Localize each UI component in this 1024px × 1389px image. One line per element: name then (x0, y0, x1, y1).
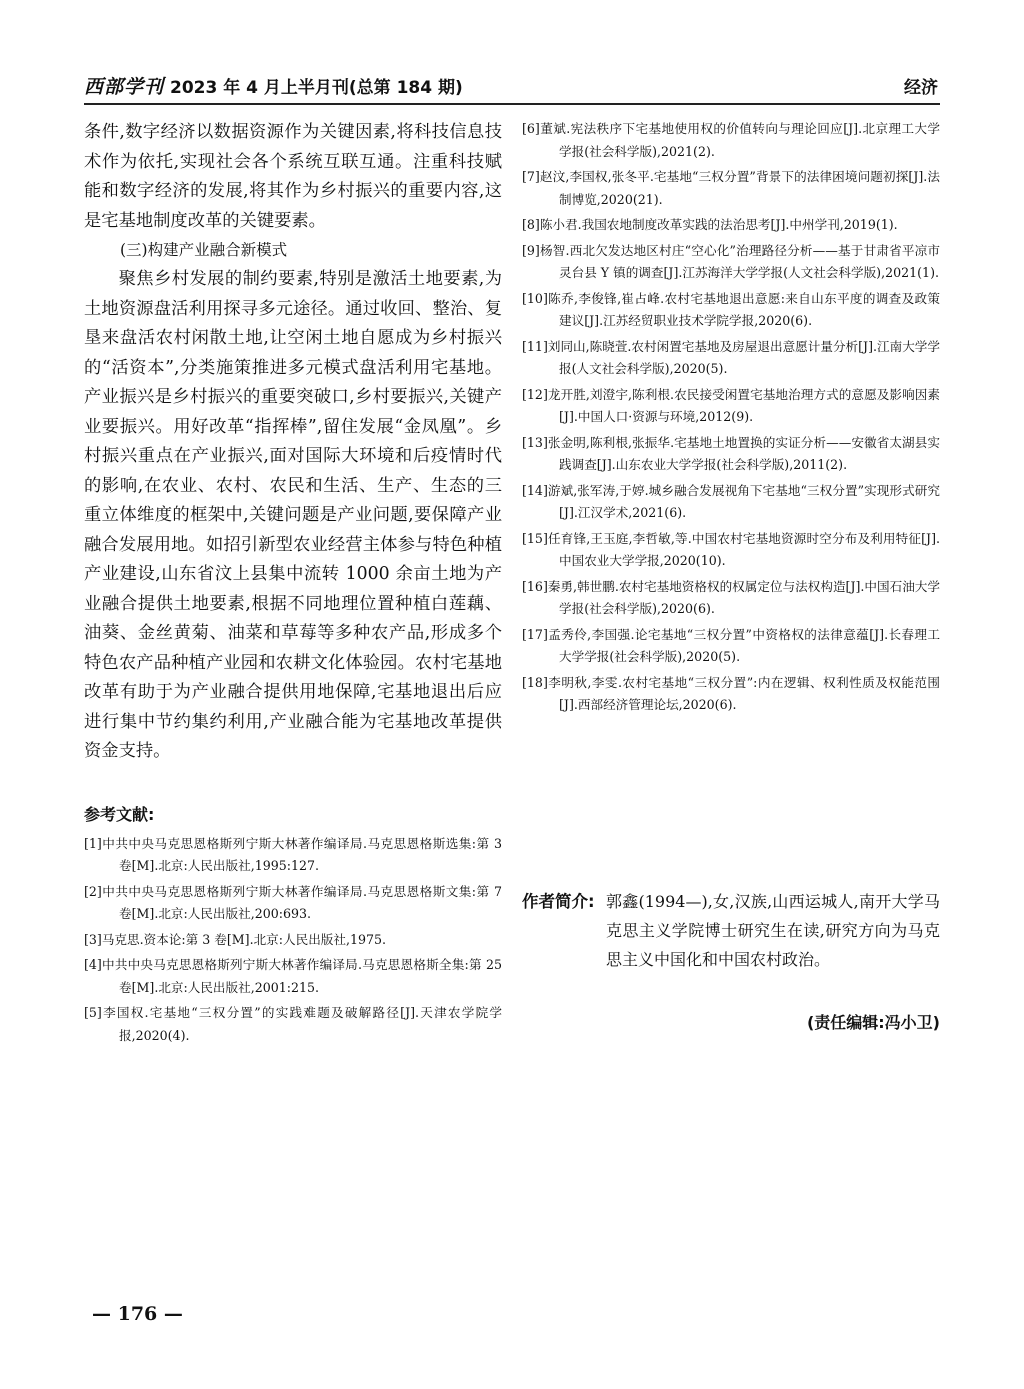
section-name: 经济 (904, 78, 938, 98)
author-bio-label: 作者简介: (522, 892, 595, 911)
page-number: — 176 — (92, 1303, 183, 1325)
responsible-editor: (责任编辑:冯小卫) (806, 1013, 940, 1032)
reference-item: [10]陈乔,李俊锋,崔占峰.农村宅基地退出意愿:来自山东平度的调查及政策建议[J].江苏经贸职业技术学院学报,2020(6). (522, 290, 940, 328)
reference-item: [15]任育锋,王玉庭,李哲敏,等.中国农村宅基地资源时空分布及利用特征[J].中国农业大学学报,2020(10). (522, 530, 940, 568)
reference-item: [17]孟秀伶,李国强.论宅基地“三权分置”中资格权的法律意蕴[J].长春理工大学学报(社会科学版),2020(5). (522, 626, 940, 664)
reference-item: [13]张金明,陈利根,张振华.宅基地土地置换的实证分析——安徽省太湖县实践调查[J].山东农业大学学报(社会科学版),2011(2). (522, 434, 940, 472)
references-list-right (522, 118, 940, 720)
left-column (84, 118, 502, 1050)
reference-item: [12]龙开胜,刘澄宇,陈利根.农民接受闲置宅基地治理方式的意愿及影响因素[J].中国人口·资源与环境,2012(9). (522, 386, 940, 424)
section-subheading: (三)构建产业融合新模式 (120, 241, 288, 259)
journal-logo: 西部学刊 (84, 76, 165, 98)
reference-item: [7]赵汶,李国权,张冬平.宅基地“三权分置”背景下的法律困境问题初探[J].法制博览,2020(21). (522, 169, 940, 207)
author-bio-text: 郭鑫(1994—),女,汉族,山西运城人,南开大学马克思主义学院博士研究生在读,研究方向为马克思主义中国化和中国农村政治。 (606, 892, 940, 969)
references-list-left (84, 833, 502, 1048)
reference-item: [18]李明秋,李雯.农村宅基地“三权分置”:内在逻辑、权利性质及权能范围[J].西部经济管理论坛,2020(6). (522, 674, 940, 712)
reference-item: [5]李国权.宅基地“三权分置”的实践难题及破解路径[J].天津农学院学报,2020(4). (84, 1005, 502, 1043)
header-rule (84, 103, 940, 105)
references-title: 参考文献: (84, 804, 155, 824)
body-paragraph-1: 条件,数字经济以数据资源作为关键因素,将科技信息技术作为依托,实现社会各个系统互联互通。注重科技赋能和数字经济的发展,将其作为乡村振兴的重要内容,这是宅基地制度改革的关键要素。 (84, 122, 502, 231)
reference-item: [6]董斌.宪法秩序下宅基地使用权的价值转向与理论回应[J].北京理工大学学报(社会科学版),2021(2). (522, 121, 940, 159)
reference-item: [2]中共中央马克思恩格斯列宁斯大林著作编译局.马克思恩格斯文集:第 7 卷[M].北京:人民出版社,200:693. (84, 883, 502, 921)
reference-item: [11]刘同山,陈晓萱.农村闲置宅基地及房屋退出意愿计量分析[J].江南大学学报(人文社会科学版),2020(5). (522, 338, 940, 376)
body-paragraph-2: 聚焦乡村发展的制约要素,特别是激活土地要素,为土地资源盘活利用探寻多元途径。通过收回、整治、复垦来盘活农村闲散土地,让空闲土地自愿成为乡村振兴的“活资本”,分类施策推进多元模式盘活利用宅基地。产业振兴是乡村振兴的重要突破口,乡村要振兴,关键产业要振兴。用好改革“指挥棒”,留住发展“金凤凰”。乡村振兴重点在产业振兴,面对国际大环境和后疫情时代的影响,在农业、农村、农民和生活、生产、生态的三重立体维度的框架中,关键问题是产业问题,要保障产业融合发展用地。如招引新型农业经营主体参与特色种植产业建设,山东省汶上县集中流转 1000 余亩土地为产业融合提供土地要素,根据不同地理位置种植白莲藕、油葵、金丝黄菊、油菜和草莓等多种农产品,形成多个特色农产品种植产业园和农耕文化体验园。农村宅基地改革有助于为产业融合提供用地保障,宅基地退出后应进行集中节约集约利用,产业融合能为宅基地改革提供资金支持。 (84, 269, 502, 761)
reference-item: [14]游斌,张军涛,于婷.城乡融合发展视角下宅基地“三权分置”实现形式研究[J].江汉学术,2021(6). (522, 482, 940, 520)
page-header (84, 72, 940, 100)
reference-item: [16]秦勇,韩世鹏.农村宅基地资格权的权属定位与法权构造[J].中国石油大学学报(社会科学版),2020(6). (522, 578, 940, 616)
reference-item: [3]马克思.资本论:第 3 卷[M].北京:人民出版社,1975. (84, 931, 387, 947)
author-bio (522, 887, 940, 974)
issue-info: 2023 年 4 月上半月刊(总第 184 期) (170, 78, 463, 98)
reference-item: [8]陈小君.我国农地制度改革实践的法治思考[J].中州学刊,2019(1). (522, 217, 898, 232)
reference-item: [1]中共中央马克思恩格斯列宁斯大林著作编译局.马克思恩格斯选集:第 3 卷[M].北京:人民出版社,1995:127. (84, 835, 502, 873)
reference-item: [4]中共中央马克思恩格斯列宁斯大林著作编译局.马克思恩格斯全集:第 25 卷[M].北京:人民出版社,2001:215. (84, 957, 502, 995)
reference-item: [9]杨智.西北欠发达地区村庄“空心化”治理路径分析——基于甘肃省平凉市灵台县 Y 镇的调查[J].江苏海洋大学学报(人文社会科学版),2021(1). (522, 242, 940, 280)
